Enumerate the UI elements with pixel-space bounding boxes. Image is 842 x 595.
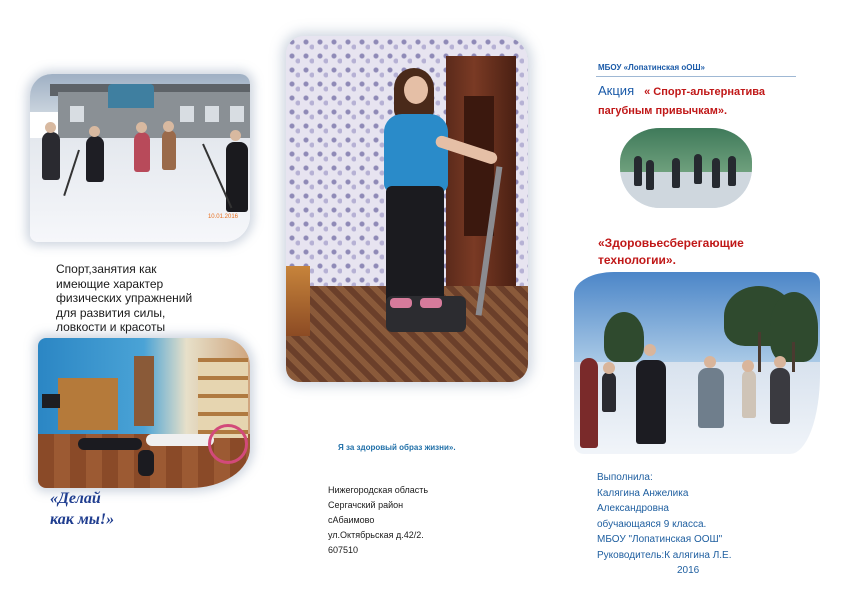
credits-supervisor: Руководитель:К алягина Л.Е. bbox=[597, 549, 732, 561]
address-village: сАбаимово bbox=[328, 515, 375, 525]
health-tech-line-1: «Здоровьесберегающие bbox=[598, 236, 744, 250]
motto bbox=[50, 488, 114, 530]
credits-student: обучающаяся 9 класса. bbox=[597, 518, 707, 530]
credits-block bbox=[597, 470, 732, 579]
action-title bbox=[598, 82, 808, 120]
address-region: Нижегородская область bbox=[328, 485, 429, 495]
photo-girl-stepper bbox=[286, 36, 528, 382]
credits-name-2: Александровна bbox=[597, 503, 669, 514]
action-title-end: ». bbox=[717, 105, 728, 117]
photo-adults-skiing bbox=[574, 272, 820, 454]
motto-line-2: как мы!» bbox=[50, 511, 115, 528]
health-tech-heading bbox=[598, 235, 744, 269]
action-title-part1: « Спорт-альтернатива bbox=[644, 86, 765, 98]
health-tech-line-2: технологии». bbox=[598, 253, 676, 267]
photo-exercise-room bbox=[38, 338, 250, 488]
address-block bbox=[328, 483, 428, 558]
sport-description-text: Спорт,занятия как имеющие характер физических упражнений для развития силы, ловкости и красоты bbox=[56, 262, 193, 334]
school-header: МБОУ «Лопатинская оОШ» bbox=[598, 63, 705, 72]
address-postal: 607510 bbox=[328, 545, 359, 555]
credits-year: 2016 bbox=[677, 565, 700, 576]
healthy-lifestyle-caption: Я за здоровый образ жизни». bbox=[338, 443, 456, 452]
address-district: Сергачский район bbox=[328, 500, 404, 510]
sport-description bbox=[56, 262, 206, 342]
header-divider bbox=[596, 76, 796, 77]
action-title-part2: пагубным привычкам bbox=[598, 105, 718, 117]
address-street: ул.Октябрьская д.42/2. bbox=[328, 530, 424, 540]
credits-school: МБОУ "Лопатинская ООШ" bbox=[597, 534, 723, 545]
photo-kids-skiing bbox=[30, 74, 250, 242]
credits-done-by: Выполнила: bbox=[597, 472, 653, 483]
photo-date-stamp: 10.01.2016 bbox=[207, 214, 238, 220]
motto-line-1: «Делай bbox=[50, 490, 101, 507]
credits-name-1: Калягина Анжелика bbox=[597, 487, 689, 499]
action-label: Акция bbox=[598, 83, 635, 98]
photo-gym-group bbox=[620, 128, 752, 208]
